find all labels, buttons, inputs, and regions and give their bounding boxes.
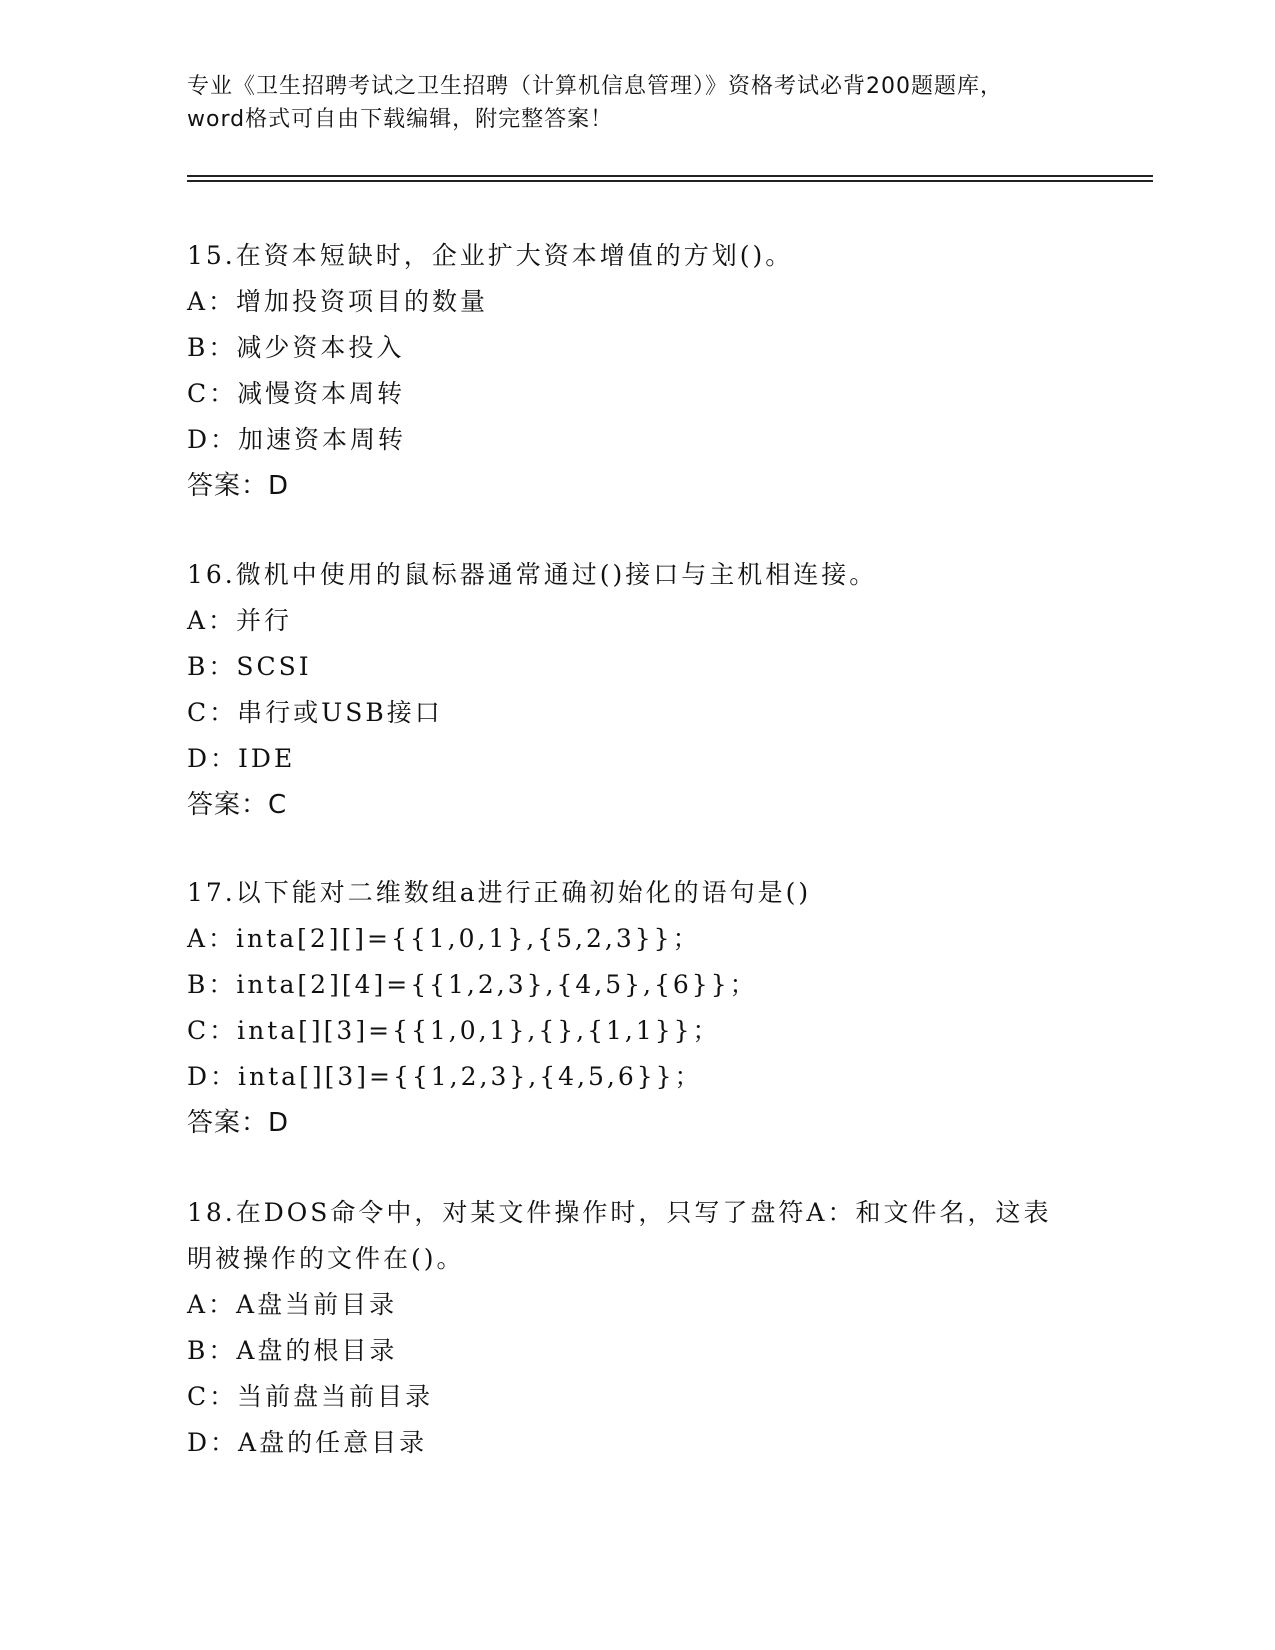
question-text-line-2: 明被操作的文件在()。 — [187, 1244, 465, 1273]
option-d: D：inta[][3]={{1,2,3},{4,5,6}}； — [187, 1062, 703, 1091]
header-rule-bottom — [187, 180, 1153, 182]
question-text: 15.在资本短缺时，企业扩大资本增值的方划()。 — [187, 241, 794, 270]
option-c: C：inta[][3]={{1,0,1},{},{1,1}}； — [187, 1016, 721, 1045]
question-text-line-1: 18.在DOS命令中，对某文件操作时，只写了盘符A：和文件名，这表 — [187, 1198, 1052, 1227]
option-d: D：A盘的任意目录 — [187, 1428, 428, 1457]
option-b: B：inta[2][4]={{1,2,3},{4,5},{6}}； — [187, 970, 758, 999]
option-a: A：A盘当前目录 — [187, 1290, 398, 1319]
question-18 — [187, 1190, 1087, 1466]
option-a: A：增加投资项目的数量 — [187, 287, 489, 316]
answer: 答案：D — [187, 471, 290, 501]
option-a: A：inta[2][]={{1,0,1},{5,2,3}}； — [187, 924, 701, 953]
header-line-2: word格式可自由下载编辑，附完整答案！ — [187, 107, 614, 132]
option-d: D：IDE — [187, 744, 296, 773]
option-c: C：当前盘当前目录 — [187, 1382, 434, 1411]
question-text: 17.以下能对二维数组a进行正确初始化的语句是() — [187, 878, 812, 907]
option-b: B：SCSI — [187, 652, 312, 681]
header-line-1: 专业《卫生招聘考试之卫生招聘（计算机信息管理）》资格考试必背200题题库， — [187, 74, 1003, 99]
option-b: B：减少资本投入 — [187, 333, 405, 362]
question-15 — [187, 233, 1087, 509]
question-16 — [187, 552, 1087, 828]
answer: 答案：C — [187, 790, 288, 820]
option-d: D：加速资本周转 — [187, 425, 407, 454]
question-text: 16.微机中使用的鼠标器通常通过()接口与主机相连接。 — [187, 560, 878, 589]
header-rule-top — [187, 175, 1153, 177]
document-header — [187, 70, 1087, 136]
option-a: A：并行 — [187, 606, 293, 635]
answer: 答案：D — [187, 1108, 290, 1138]
option-b: B：A盘的根目录 — [187, 1336, 398, 1365]
question-17 — [187, 870, 1087, 1146]
option-c: C：串行或USB接口 — [187, 698, 443, 727]
option-c: C：减慢资本周转 — [187, 379, 406, 408]
